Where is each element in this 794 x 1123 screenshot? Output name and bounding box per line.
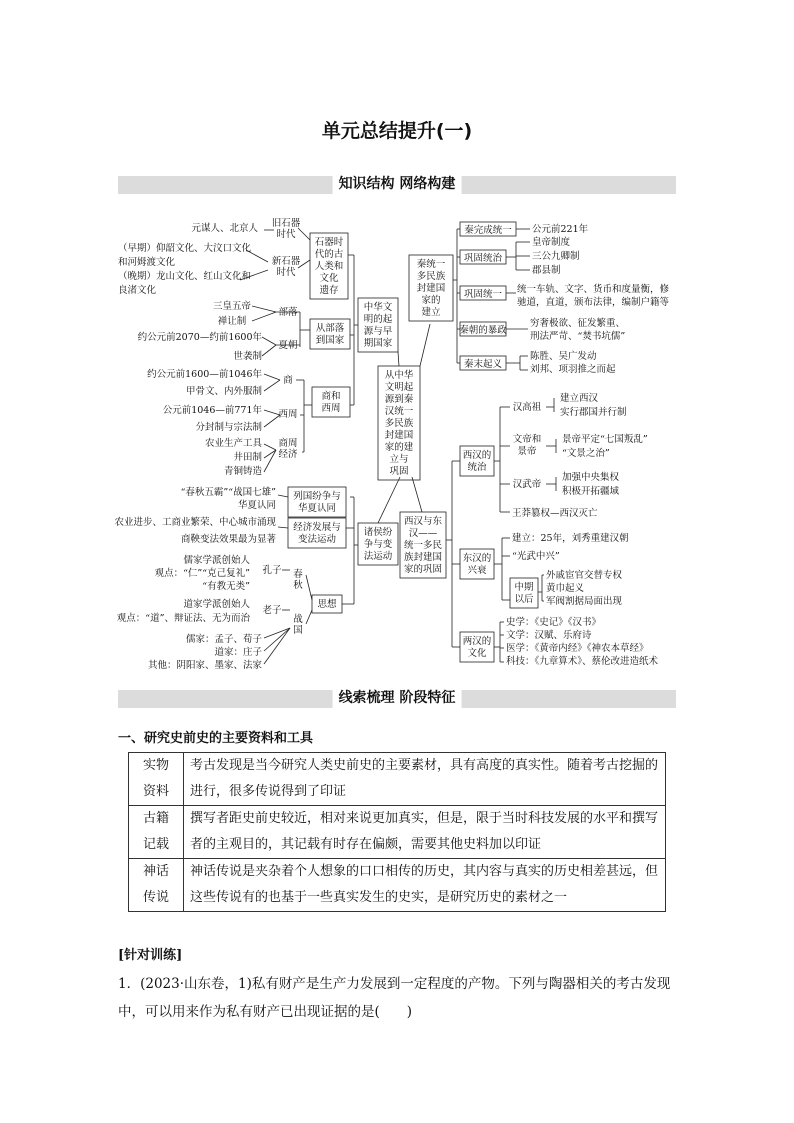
new-stone-item: （晚期）龙山文化、红山文化和: [118, 271, 252, 282]
kongzi-item: 观点：“仁”“克己复礼”: [154, 568, 250, 579]
new-stone-age: 新石器: [271, 256, 301, 267]
xizhou-item: 公元前1046—前771年: [162, 405, 262, 416]
xihan-sub: 文帝和: [512, 434, 542, 445]
laozi-item: 道家学派创始人: [183, 599, 250, 610]
stone-age-node: 石器时: [314, 237, 344, 248]
donghan-item: 建立：25年，刘秀重建汉朝: [512, 533, 629, 544]
zhuhou-sub-node: 经济发展与: [293, 522, 341, 533]
econ-label: 经济: [278, 449, 298, 460]
zhongqi-item: 黄巾起义: [546, 583, 585, 594]
zhongqi-node: 以后: [514, 594, 534, 605]
xihan-sub: 景帝: [517, 446, 537, 457]
han-node: 统一多民: [403, 540, 443, 551]
han-sub-node: 文化: [467, 648, 487, 659]
laozi-item: 观点：“道”、辩证法、无为而治: [116, 613, 250, 624]
connector-line: [264, 628, 290, 651]
xia-label: 夏朝: [278, 340, 298, 351]
culture-item: 史学：《史记》《汉书》: [506, 617, 602, 628]
stone-age-node: 遗存: [319, 285, 339, 296]
zhuhou-sub-node: 变法运动: [297, 534, 337, 545]
chunqiu-label: 秋: [293, 580, 303, 591]
xizhou-item: 分封制与宗法制: [195, 422, 262, 433]
culture-item: 科技：《九章算术》、蔡伦改进造纸术: [506, 656, 659, 667]
zhongqi-item: 军阀割据局面出现: [546, 596, 623, 607]
econ-item: 农业生产工具: [204, 438, 262, 449]
zhuhou-node: 法运动: [363, 551, 393, 562]
kongzi-item: “有教无类”: [202, 581, 250, 592]
origin-node: 期国家: [363, 338, 393, 349]
qin-item: 三公九卿制: [532, 251, 580, 262]
donghan-item: “光武中兴”: [512, 551, 560, 562]
row-key: 神话 传说: [129, 859, 184, 912]
tribe-node: 从部落: [315, 323, 345, 334]
connector-line: [378, 477, 400, 523]
qin-sub-node: 巩固统治: [463, 253, 503, 264]
qin-unify-node: 封建国: [416, 283, 446, 294]
center-node: 家的建: [384, 442, 414, 453]
xizhou-label: 西周: [278, 409, 298, 420]
section-header-clues: [118, 690, 676, 708]
wenjing-item: 景帝平定“七国叛乱”: [562, 434, 648, 445]
wenjing-item: “文景之治”: [562, 448, 610, 459]
chunqiu-label: 春: [293, 569, 303, 580]
zhuhou-node: 诸侯纷: [363, 527, 393, 538]
qin-item: 皇帝制度: [532, 237, 571, 248]
connector-line: [264, 450, 276, 472]
qin-unify-node: 家的: [421, 295, 441, 306]
han-sub-node: 统治: [467, 462, 487, 473]
center-node: 汉统一: [384, 406, 414, 417]
jingji-item: 商鞅变法效果最为显著: [180, 534, 276, 545]
zhuhou-node: 争与变: [363, 539, 393, 550]
han-sub-node: 东汉的: [462, 553, 492, 564]
shangzhou-node: 西周: [321, 403, 341, 414]
tribe-label: 部落: [278, 307, 298, 318]
xihan-sub: 汉武帝: [512, 479, 542, 490]
qin-item: 公元前221年: [532, 224, 589, 235]
stone-age-node: 人类和: [314, 261, 344, 272]
qin-unify-node: 秦统一: [416, 259, 446, 270]
center-node: 源到秦: [384, 394, 414, 405]
old-stone-item: 元谋人、北京人: [191, 223, 258, 234]
jingji-item: 农业进步、工商业繁荣、中心城市涌现: [114, 517, 276, 528]
row-text: 撰写者距史前史较近，相对来说更加真实，但是，限于当时科技发展的水平和撰写者的主观目的，其记载有时存在偏颇，需要其他史料加以印证: [184, 806, 666, 859]
connector-line: [246, 250, 268, 262]
origin-node: 明的起: [363, 314, 393, 325]
shang-item: 约公元前1600—前1046年: [147, 369, 262, 380]
row-key: 古籍 记载: [129, 806, 184, 859]
table-row: [129, 753, 666, 806]
shang-label: 商: [283, 375, 293, 386]
han-node: 家的巩固: [403, 564, 443, 575]
connector-line: [298, 228, 310, 240]
zhanguo-label: 国: [293, 625, 303, 636]
connector-line: [412, 477, 422, 512]
heading-sources: 一、研究史前史的主要资料和工具: [118, 731, 314, 746]
connector-line: [252, 312, 276, 321]
old-stone-age: 旧石器: [271, 218, 301, 229]
culture-item: 文学：汉赋、乐府诗: [506, 630, 592, 641]
connector-line: [264, 444, 276, 450]
question-1: 1．(2023·山东卷，1)私有财产是生产力发展到一定程度的产物。下列与陶器相关的考古发现中，可以用来作为私有财产已出现证据的是( ): [118, 976, 671, 1020]
qin-item: 刘邦、项羽推之而起: [530, 364, 616, 375]
shang-item: 甲骨文、内外服制: [185, 386, 262, 397]
wangmang-item: 王莽篡权—西汉灭亡: [512, 508, 598, 519]
new-stone-item: （早期）仰韶文化、大汶口文化: [118, 243, 252, 254]
page-title: 单元总结提升(一): [321, 120, 473, 142]
center-node: 文明起: [384, 382, 414, 393]
han-node: 族封建国: [403, 552, 443, 563]
kongzi-item: 儒家学派创始人: [183, 555, 250, 566]
qin-item: 驰道，直道，颁布法律，编制户籍等: [517, 297, 670, 308]
center-node: 多民族: [384, 418, 414, 429]
han-sub-node: 两汉的: [462, 636, 492, 647]
table-row: [129, 806, 666, 859]
laozi-label: 老子: [262, 605, 282, 616]
new-stone-age: 时代: [276, 267, 296, 278]
zhuhou-sub-node: 列国纷争与: [293, 491, 341, 502]
qin-sub-node: 秦朝的暴政: [459, 325, 507, 336]
connector-line: [264, 415, 280, 427]
kongzi-label: 孔子: [262, 565, 282, 576]
connector-line: [264, 380, 280, 391]
drill-label: [针对训练]: [118, 948, 183, 963]
connector-line: [262, 345, 276, 356]
zhanguo-item: 其他：阴阳家、墨家、法家: [147, 660, 262, 671]
zhanguo-label: 战: [293, 614, 303, 625]
row-text: 神话传说是夹杂着个人想象的口口相传的历史，其内容与真实的历史相差甚远，但这些传说有的也基于一些真实发生的史实，是研究历史的素材之一: [184, 859, 666, 912]
connector-line: [420, 324, 430, 366]
center-node: 从中华: [384, 370, 414, 381]
connector-line: [264, 374, 280, 380]
qin-sub-node: 秦末起义: [463, 359, 503, 370]
wudi-item: 积极开拓疆域: [562, 486, 620, 497]
qin-item: 陈胜、吴广发动: [530, 351, 597, 362]
row-key: 实物 资料: [129, 753, 184, 806]
qin-sub-node: 秦完成统一: [464, 225, 512, 236]
xihan-sub: 汉高祖: [512, 402, 542, 413]
tribe-item: 三皇五帝: [212, 301, 252, 312]
connector-line: [398, 352, 399, 366]
zhongqi-item: 外戚宦官交替专权: [546, 570, 623, 581]
econ-item: 青铜铸造: [223, 466, 262, 477]
origin-node: 中华文: [363, 302, 393, 313]
new-stone-item: 良渚文化: [118, 285, 157, 296]
stone-age-node: 代的古: [314, 249, 344, 260]
han-sub-node: 兴衰: [467, 565, 487, 576]
center-node: 立与: [389, 454, 409, 465]
qin-unify-node: 建立: [421, 307, 441, 318]
qin-item: 郡县制: [532, 265, 561, 276]
econ-item: 井田制: [233, 452, 262, 463]
old-stone-age: 时代: [276, 229, 296, 240]
zhuhou-sub-node: 思想: [317, 599, 337, 610]
origin-node: 源与早: [363, 326, 393, 337]
stone-age-node: 文化: [319, 273, 339, 284]
tribe-node: 到国家: [315, 335, 345, 346]
gaozu-item: 建立西汉: [560, 393, 599, 404]
table-row: [129, 859, 666, 912]
xia-item: 世袭制: [233, 351, 262, 362]
qin-unify-node: 多民族: [416, 271, 446, 282]
zhanguo-item: 道家：庄子: [214, 647, 262, 658]
section-title: 知识结构 网络构建: [333, 174, 462, 194]
section-title: 线索梳理 阶段特征: [333, 688, 462, 708]
center-node: 巩固: [389, 466, 409, 477]
qin-sub-node: 巩固统一: [463, 289, 503, 300]
culture-item: 医学：《黄帝内经》《神农本草经》: [506, 643, 649, 654]
econ-label: 商周: [278, 438, 298, 449]
han-node: 汉——: [408, 528, 438, 539]
zhanguo-item: 儒家：孟子、荀子: [185, 634, 262, 645]
sources-table: [128, 752, 666, 912]
shangzhou-node: 商和: [321, 391, 341, 402]
qin-item: 穷奢极欲、征发繁重、: [530, 318, 626, 329]
connector-line: [306, 575, 312, 600]
new-stone-item: 和河姆渡文化: [118, 257, 176, 268]
qin-item: 统一车轨、文字、货币和度量衡，修: [517, 284, 670, 295]
center-node: 封建国: [384, 430, 414, 441]
zhongqi-node: 中期: [514, 582, 534, 593]
connector-line: [306, 610, 312, 624]
tribe-item: 禅让制: [217, 316, 247, 327]
han-sub-node: 西汉的: [462, 450, 492, 461]
lieguo-item: 华夏认同: [237, 500, 276, 511]
connector-line: [278, 495, 288, 497]
row-text: 考古发现是当今研究人类史前史的主要素材，具有高度的真实性。随着考古挖掘的进行，很多传说得到了印证: [184, 753, 666, 806]
xia-item: 约公元前2070—约前1600年: [137, 332, 262, 343]
connector-line: [252, 306, 276, 312]
lieguo-item: “春秋五霸”“战国七雄”: [180, 487, 276, 498]
zhuhou-sub-node: 华夏认同: [297, 503, 337, 514]
connector-line: [262, 337, 276, 345]
gaozu-item: 实行郡国并行制: [560, 407, 627, 418]
qin-item: 刑法严苛、“焚书坑儒”: [530, 331, 626, 342]
han-node: 西汉与东: [403, 516, 443, 527]
connector-line: [278, 527, 288, 528]
wudi-item: 加强中央集权: [562, 472, 620, 483]
